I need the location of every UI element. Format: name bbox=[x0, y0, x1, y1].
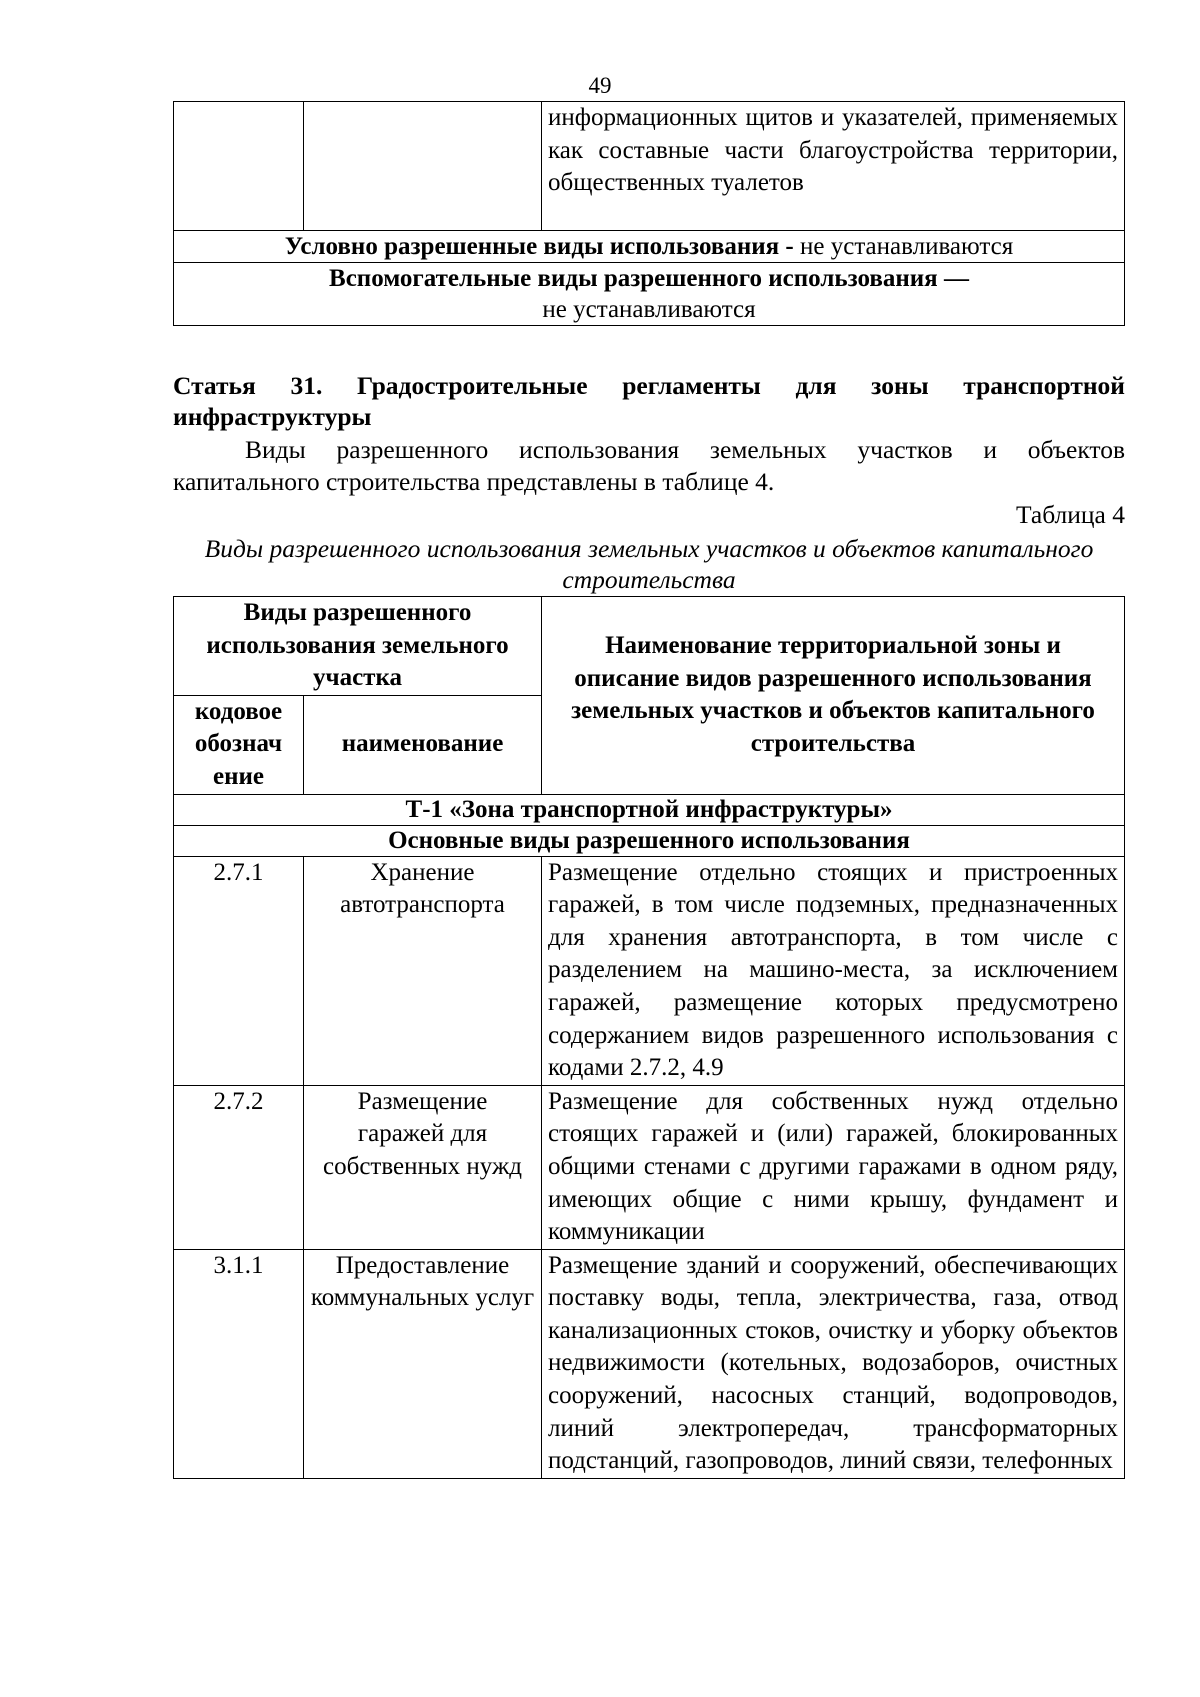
table-label: Таблица 4 bbox=[1015, 500, 1125, 529]
row-description: Размещение отдельно стоящих и пристроенных гаражей, в том числе подземных, предназначенных для хранения автотранспорта, в том числе с разделением на машино-места, за исключением гаражей, размещение которых предусмотрено содержанием видов разрешенного использования с кодами 2.7.2, 4.9 bbox=[542, 856, 1125, 1085]
section-row bbox=[174, 825, 1125, 856]
empty-name-cell bbox=[304, 102, 542, 231]
row-description: Размещение зданий и сооружений, обеспечивающих поставку воды, тепла, электричества, газа, отвод канализационных стоков, очистку и уборку объектов недвижимости (котельных, водозаборов, очистных сооружений, насосных станций, водопроводов, линий электропередач, трансформаторных подстанций, газопроводов, линий связи, телефонных bbox=[542, 1249, 1125, 1478]
header-row bbox=[174, 597, 1125, 696]
empty-code-cell bbox=[174, 102, 304, 231]
zone-row bbox=[174, 794, 1125, 825]
row-name: Предоставление коммунальных услуг bbox=[304, 1249, 542, 1478]
table-4 bbox=[173, 596, 1125, 1479]
auxiliary-uses-row bbox=[174, 263, 1125, 326]
continued-table bbox=[173, 101, 1125, 326]
table-row bbox=[174, 1249, 1125, 1478]
zone-title: Т-1 «Зона транспортной инфраструктуры» bbox=[174, 794, 1125, 825]
table-row bbox=[174, 856, 1125, 1085]
conditional-uses-label: Условно разрешенные виды использования - bbox=[284, 233, 794, 260]
row-name: Хранение автотранспорта bbox=[304, 856, 542, 1085]
table-row bbox=[174, 1085, 1125, 1249]
continued-description: информационных щитов и указателей, применяемых как составные части благоустройства территории, общественных туалетов bbox=[542, 102, 1125, 231]
row-code: 3.1.1 bbox=[174, 1249, 304, 1478]
header-description: Наименование территориальной зоны и описание видов разрешенного использования земельных участков и объектов капитального строительства bbox=[542, 597, 1125, 795]
row-code: 2.7.2 bbox=[174, 1085, 304, 1249]
row-code: 2.7.1 bbox=[174, 856, 304, 1085]
page-number: 49 bbox=[588, 73, 612, 98]
table-caption: Виды разрешенного использования земельных участков и объектов капитального строительства bbox=[204, 534, 1094, 594]
auxiliary-uses-label: Вспомогательные виды разрешенного использования — bbox=[329, 265, 969, 292]
conditional-uses-row bbox=[174, 231, 1125, 263]
auxiliary-uses-value: не устанавливаются bbox=[542, 296, 756, 323]
article-title: Статья 31. Градостроительные регламенты для зоны транспортной инфраструктуры bbox=[173, 371, 1125, 431]
header-code: кодовое обознач ение bbox=[174, 695, 304, 794]
header-name: наименование bbox=[304, 695, 542, 794]
row-description: Размещение для собственных нужд отдельно стоящих гаражей и (или) гаражей, блокированных общими стенами с другими гаражами в одном ряду, имеющих общие с ними крышу, фундамент и коммуникации bbox=[542, 1085, 1125, 1249]
table-row bbox=[174, 102, 1125, 231]
header-group: Виды разрешенного использования земельного участка bbox=[174, 597, 542, 696]
conditional-uses-value: не устанавливаются bbox=[793, 233, 1014, 260]
section-title: Основные виды разрешенного использования bbox=[174, 825, 1125, 856]
row-name: Размещение гаражей для собственных нужд bbox=[304, 1085, 542, 1249]
article-intro: Виды разрешенного использования земельных участков и объектов капитального строительства представлены в таблице 4. bbox=[173, 435, 1125, 496]
